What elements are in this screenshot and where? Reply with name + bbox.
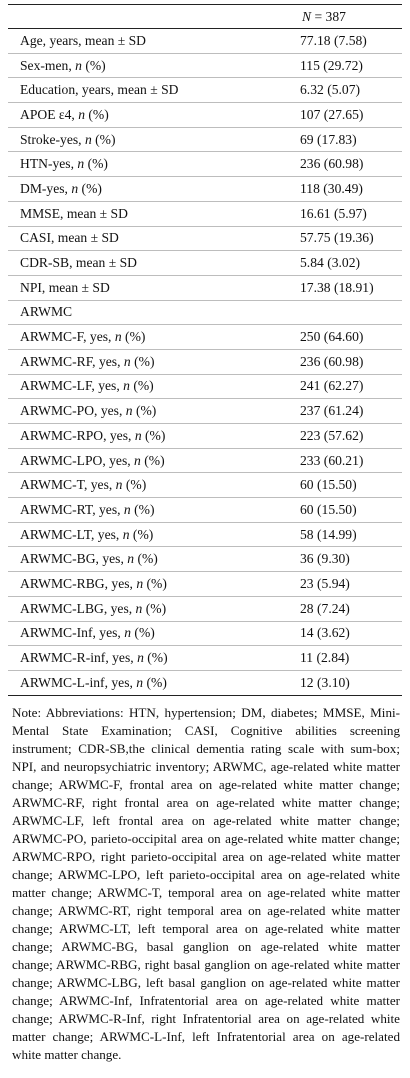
row-label: Education, years, mean ± SD	[20, 82, 179, 98]
row-label: ARWMC-LPO, yes, n (%)	[20, 452, 165, 468]
row-label: Stroke-yes, n (%)	[20, 131, 116, 147]
row-label: ARWMC-RBG, yes, n (%)	[20, 575, 167, 591]
table-row	[8, 275, 402, 300]
row-value: 115 (29.72)	[300, 57, 363, 73]
row-label: Sex-men, n (%)	[20, 57, 106, 73]
row-label: ARWMC-RPO, yes, n (%)	[20, 427, 166, 443]
row-value: 14 (3.62)	[300, 625, 350, 641]
table-row	[8, 226, 402, 251]
table-header-row	[8, 5, 402, 29]
row-label: ARWMC-RT, yes, n (%)	[20, 501, 155, 517]
table-row	[8, 498, 402, 523]
row-value: 250 (64.60)	[300, 329, 364, 345]
row-label: ARWMC-Inf, yes, n (%)	[20, 625, 155, 641]
row-value: 107 (27.65)	[300, 106, 364, 122]
row-label: ARWMC-BG, yes, n (%)	[20, 551, 158, 567]
row-value: 16.61 (5.97)	[300, 205, 367, 221]
row-label: ARWMC-LBG, yes, n (%)	[20, 600, 167, 616]
table-body	[8, 29, 402, 696]
row-value: 77.18 (7.58)	[300, 32, 367, 48]
row-value: 237 (61.24)	[300, 403, 364, 419]
table-row	[8, 127, 402, 152]
table-row	[8, 448, 402, 473]
row-value: 17.38 (18.91)	[300, 279, 374, 295]
table-row	[8, 201, 402, 226]
row-value: 236 (60.98)	[300, 156, 364, 172]
row-label: ARWMC-R-inf, yes, n (%)	[20, 650, 168, 666]
row-value: 28 (7.24)	[300, 600, 350, 616]
characteristics-table	[8, 4, 402, 696]
row-label: HTN-yes, n (%)	[20, 156, 108, 172]
row-value: 12 (3.10)	[300, 674, 350, 690]
row-value: 6.32 (5.07)	[300, 82, 361, 98]
header-label-cell	[8, 5, 282, 29]
row-value: 36 (9.30)	[300, 551, 350, 567]
table-row	[8, 325, 402, 350]
table-row	[8, 29, 402, 54]
row-label: ARWMC-T, yes, n (%)	[20, 477, 147, 493]
row-label: APOE ε4, n (%)	[20, 106, 109, 122]
row-value: 233 (60.21)	[300, 452, 364, 468]
row-value: 60 (15.50)	[300, 477, 357, 493]
table-row	[8, 596, 402, 621]
row-value: 118 (30.49)	[300, 180, 363, 196]
row-label: ARWMC-RF, yes, n (%)	[20, 353, 155, 369]
table-row	[8, 251, 402, 276]
table-row	[8, 399, 402, 424]
row-value: 23 (5.94)	[300, 575, 350, 591]
table-footnote: Note: Abbreviations: HTN, hypertension; DM, diabetes; MMSE, Mini-Mental State Examination; CASI, Cognitive abilities screening instrument; CDR-SB,the clinical dementia rating scale with sum-box; NPI, and neuropsychiatric inventory; ARWMC, age-related white matter change; ARWMC-F, frontal area on age-related white matter change; ARWMC-RF, right frontal area on age-related white matter change; ARWMC-LF, left frontal area on age-related white matter change; ARWMC-PO, parieto-occipital area on age-related white matter change; ARWMC-RPO, right parieto-occipital area on age-related white matter change; ARWMC-LPO, left parieto-occipital area on age-related white matter change; ARWMC-T, temporal area on age-related white matter change; ARWMC-RT, right temporal area on age-related white matter change; ARWMC-LT, left temporal area on age-related white matter change; ARWMC-BG, basal ganglion on age-related white matter change; ARWMC-RBG, right basal ganglion on age-related white matter change; ARWMC-LBG, left basal ganglion on age-related white matter change; ARWMC-Inf, Infratentorial area on age-related white matter change; ARWMC-R-Inf, right Infratentorial area on age-related white matter change; ARWMC-L-Inf, left Infratentorial area on age-related white matter change.	[12, 704, 400, 1063]
row-label: CDR-SB, mean ± SD	[20, 255, 137, 271]
table-row	[8, 177, 402, 202]
row-value: 223 (57.62)	[300, 427, 364, 443]
table-row	[8, 349, 402, 374]
row-label: ARWMC	[20, 304, 73, 320]
table-row	[8, 152, 402, 177]
row-label: ARWMC-L-inf, yes, n (%)	[20, 674, 167, 690]
row-value	[282, 300, 402, 325]
row-label: NPI, mean ± SD	[20, 279, 110, 295]
row-label: MMSE, mean ± SD	[20, 205, 128, 221]
table-row	[8, 473, 402, 498]
table-row	[8, 646, 402, 671]
row-label: CASI, mean ± SD	[20, 230, 119, 246]
row-value: 60 (15.50)	[300, 501, 357, 517]
row-value: 241 (62.27)	[300, 378, 364, 394]
row-value: 69 (17.83)	[300, 131, 357, 147]
table-row	[8, 374, 402, 399]
row-value: 57.75 (19.36)	[300, 230, 374, 246]
row-label: ARWMC-LF, yes, n (%)	[20, 378, 154, 394]
table-row	[8, 572, 402, 597]
row-label: Age, years, mean ± SD	[20, 32, 146, 48]
table-row	[8, 78, 402, 103]
row-label: ARWMC-F, yes, n (%)	[20, 329, 146, 345]
header-sample-size: N = 387	[302, 8, 346, 24]
table-row	[8, 670, 402, 695]
table-row	[8, 522, 402, 547]
row-label: ARWMC-PO, yes, n (%)	[20, 403, 157, 419]
row-value: 58 (14.99)	[300, 526, 357, 542]
table-row	[8, 547, 402, 572]
row-value: 236 (60.98)	[300, 353, 364, 369]
table-row	[8, 103, 402, 128]
row-value: 5.84 (3.02)	[300, 255, 361, 271]
table-row	[8, 53, 402, 78]
table-row	[8, 300, 402, 325]
row-value: 11 (2.84)	[300, 650, 350, 666]
row-label: ARWMC-LT, yes, n (%)	[20, 526, 154, 542]
table-row	[8, 424, 402, 449]
table-row	[8, 621, 402, 646]
document-page	[8, 4, 402, 1065]
row-label: DM-yes, n (%)	[20, 180, 102, 196]
